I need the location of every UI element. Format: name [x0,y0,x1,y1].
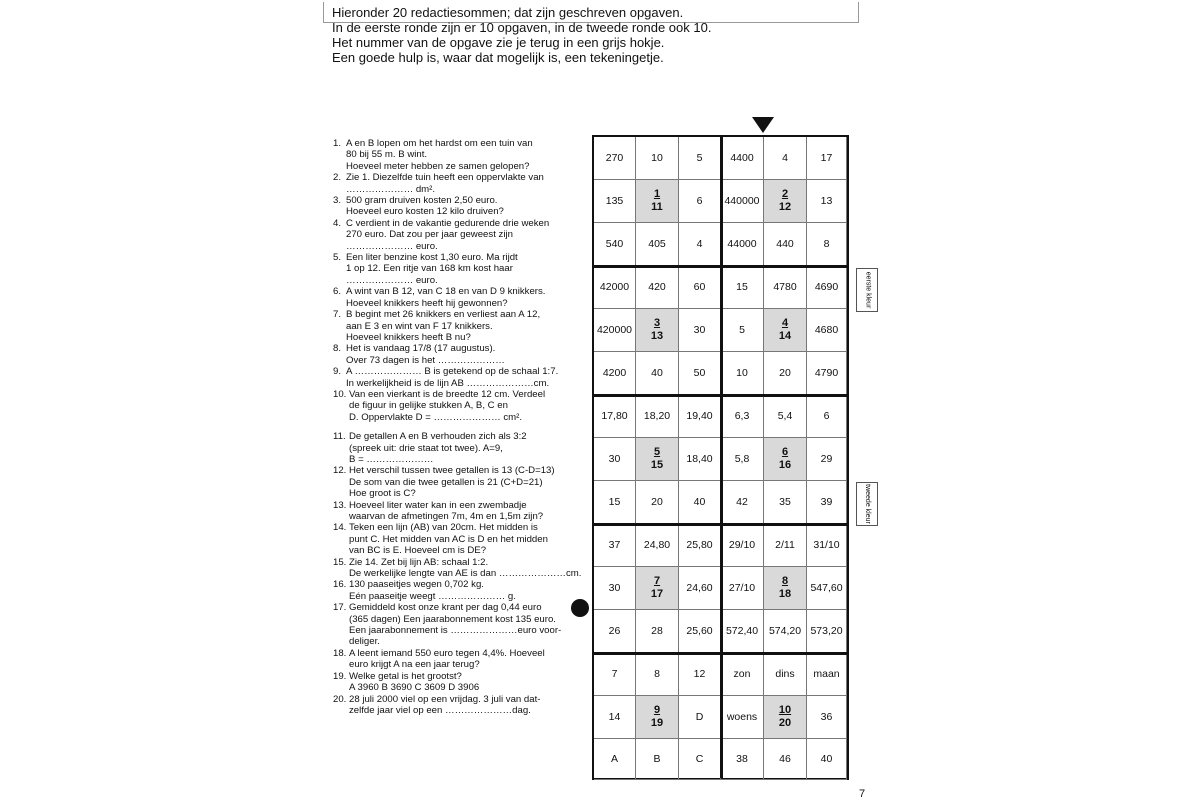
problem-item [333,556,582,580]
problem-text: In werkelijkheid is de lijn AB …………………cm. [346,377,550,389]
problem-number: 1. [333,138,342,149]
problem-number: 16. [333,579,347,591]
problem-text: de figuur in gelijke stukken A, B, C en [349,400,508,412]
problem-label-cell [764,180,807,223]
problem-text: B = ………………… [349,453,434,465]
answer-cell: 35 [764,481,807,524]
answer-cell: 4680 [807,309,847,352]
problem-text: Een jaarabonnement is …………………euro voor- [349,625,562,637]
intro-line: Het nummer van de opgave zie je terug in een grijs hokje. [332,35,665,50]
answer-cell: 420 [636,266,679,309]
answer-cell: 19,40 [679,395,721,438]
problem-text: Van een vierkant is de breedte 12 cm. Verdeel [349,388,546,400]
problem-number: 8. [333,343,342,355]
problem-text: Zie 14. Zet bij lijn AB: schaal 1:2. [349,556,489,568]
problem-text: Hoeveel euro kosten 12 kilo druiven? [346,206,504,218]
answer-cell: 5 [679,137,721,180]
problem-item [333,172,573,195]
answer-cell: 13 [807,180,847,223]
problem-text: Welke getal is het grootst? [349,670,462,682]
problem-number: 4. [333,217,342,229]
answer-cell: 39 [807,481,847,524]
answer-cell: 40 [636,352,679,395]
answer-cell: 8 [636,653,679,696]
problem-text: 80 bij 55 m. B wint. [346,149,428,161]
answer-cell: 12 [679,653,721,696]
answer-cell: 50 [679,352,721,395]
problem-label-cell [764,309,807,352]
problem-label-cell [636,696,679,739]
problem-item [333,218,573,252]
problem-list [333,138,582,716]
answer-cell: 18,20 [636,395,679,438]
problem-number: 12. [333,465,347,477]
answer-cell: 29 [807,438,847,481]
label-number: 19 [650,717,664,729]
label-number: 15 [650,459,664,471]
problem-label-cell [636,309,679,352]
problem-label-cell [636,438,679,481]
problem-text: Hoeveel knikkers heeft B nu? [346,331,471,343]
problem-text: (spreek uit: drie staat tot twee). A=9, [349,442,503,454]
problem-item [333,648,573,671]
problem-item [333,431,573,465]
side-tab-eerste-kleur: eerste kleur [856,268,878,312]
problem-number: 15. [333,556,347,568]
answer-cell: 20 [636,481,679,524]
problem-text: Het verschil tussen twee getallen is 13 (C-D=13) [349,465,555,477]
answer-cell: 4780 [764,266,807,309]
answer-cell: 30 [679,309,721,352]
answer-cell: 4400 [721,137,764,180]
answer-cell: 42 [721,481,764,524]
problem-text: 130 paaseitjes wegen 0,702 kg. [349,579,484,591]
problem-label-cell [636,180,679,223]
answer-cell: 38 [721,739,764,780]
answer-cell: 18,40 [679,438,721,481]
answer-cell: 40 [679,481,721,524]
problem-text: 270 euro. Dat zou per jaar geweest zijn [346,229,513,241]
answer-cell: 572,40 [721,610,764,653]
problem-text: C verdient in de vakantie gedurende drie weken [346,217,550,229]
problem-item [333,195,573,218]
label-number: 9 [653,704,661,716]
answer-cell: 44000 [721,223,764,266]
problem-number: 19. [333,670,347,682]
answer-cell: 574,20 [764,610,807,653]
problem-item [333,602,573,648]
problem-text: Over 73 dagen is het ………………… [346,354,505,366]
problem-number: 6. [333,286,342,298]
answer-cell: 28 [636,610,679,653]
problem-item [333,309,573,343]
problem-item [333,694,573,717]
answer-cell: 8 [807,223,847,266]
label-number: 14 [778,330,792,342]
answer-cell: 26 [594,610,636,653]
answer-cell: 42000 [594,266,636,309]
problem-text: 500 gram druiven kosten 2,50 euro. [346,195,498,207]
problem-text: Hoeveel knikkers heeft hij gewonnen? [346,297,508,309]
label-number: 6 [781,446,789,458]
answer-cell: 547,60 [807,567,847,610]
answer-cell: 60 [679,266,721,309]
circle-marker-icon [571,599,589,617]
problem-number: 7. [333,309,342,321]
problem-label-cell [764,567,807,610]
answer-cell: 6,3 [721,395,764,438]
answer-cell: zon [721,653,764,696]
problem-item [333,579,573,602]
problem-text: A en B lopen om het hardst om een tuin van [346,138,533,149]
answer-cell: 17,80 [594,395,636,438]
answer-cell: 2/11 [764,524,807,567]
problem-text: (365 dagen) Een jaarabonnement kost 135 euro. [349,613,556,625]
label-number: 3 [653,317,661,329]
intro-line: In de eerste ronde zijn er 10 opgaven, in de tweede ronde ook 10. [332,20,712,35]
problem-text: A ………………… B is getekend op de schaal 1:7. [346,366,559,378]
side-tab-tweede-kleur: tweede kleur [856,482,878,526]
answer-cell: dins [764,653,807,696]
label-number: 10 [778,704,792,716]
answer-cell: B [636,739,679,780]
problem-text: Gemiddeld kost onze krant per dag 0,44 euro [349,602,542,614]
problem-item [333,343,573,366]
answer-cell: 15 [721,266,764,309]
answer-cell: 46 [764,739,807,780]
problem-number: 2. [333,172,342,184]
problem-label-cell [764,696,807,739]
page-number: 7 [859,788,866,800]
answer-cell: 25,60 [679,610,721,653]
problem-number: 13. [333,499,347,511]
answer-cell: 7 [594,653,636,696]
answer-cell: 10 [721,352,764,395]
problem-text: Een liter benzine kost 1,30 euro. Ma rijdt [346,252,518,264]
label-number: 20 [778,717,792,729]
problem-text: waarvan de afmetingen 7m, 4m en 1,5m zijn? [349,511,544,522]
answer-cell: 405 [636,223,679,266]
problem-text: Hoe groot is C? [349,488,416,500]
problem-text: 28 juli 2000 viel op een vrijdag. 3 juli van dat- [349,693,541,705]
answer-cell: 440000 [721,180,764,223]
problem-text: aan E 3 en wint van F 17 knikkers. [346,320,493,332]
answer-grid [592,135,849,780]
answer-cell: 29/10 [721,524,764,567]
answer-cell: 15 [594,481,636,524]
intro-line: Een goede hulp is, waar dat mogelijk is, een tekeningetje. [332,50,664,65]
problem-text: ………………… euro. [346,240,438,252]
problem-item [333,138,573,172]
problem-number: 20. [333,693,347,705]
problem-text: punt C. Het midden van AC is D en het midden [349,533,548,545]
problem-item [333,522,573,556]
problem-text: De werkelijke lengte van AE is dan …………………cm. [349,568,582,580]
label-number: 4 [781,317,789,329]
problem-number: 11. [333,431,346,443]
problem-number: 17. [333,602,347,614]
problem-number: 3. [333,195,342,207]
problem-label-cell [764,438,807,481]
problem-item [333,389,573,423]
answer-cell: 4690 [807,266,847,309]
problem-text: ………………… euro. [346,274,438,286]
label-number: 5 [653,446,661,458]
answer-cell: 6 [807,395,847,438]
label-number: 8 [781,575,789,587]
answer-cell: 27/10 [721,567,764,610]
problem-item [333,465,573,499]
problem-text: A 3960 B 3690 C 3609 D 3906 [349,682,480,694]
answer-cell: 25,80 [679,524,721,567]
problem-text: Eén paaseitje weegt ………………… g. [349,590,516,602]
answer-cell: 17 [807,137,847,180]
label-number: 1 [653,188,661,200]
problem-text: Teken een lijn (AB) van 20cm. Het midden is [349,522,538,534]
label-number: 13 [650,330,664,342]
problem-text: De som van die twee getallen is 21 (C+D=21) [349,476,543,488]
problem-text: Hoeveel meter hebben ze samen gelopen? [346,160,530,172]
problem-text: A wint van B 12, van C 18 en van D 9 knikkers. [346,286,546,298]
answer-cell: 5 [721,309,764,352]
answer-cell: D [679,696,721,739]
answer-cell: 420000 [594,309,636,352]
problem-number: 18. [333,647,347,659]
problem-text: D. Oppervlakte D = ………………… cm². [349,411,522,423]
answer-cell: 31/10 [807,524,847,567]
problem-text: B begint met 26 knikkers en verliest aan A 12, [346,309,541,321]
answer-cell: 135 [594,180,636,223]
answer-cell: 14 [594,696,636,739]
label-number: 12 [778,201,792,213]
answer-cell: A [594,739,636,780]
problem-text: van BC is E. Hoeveel cm is DE? [349,545,487,557]
label-number: 18 [778,588,792,600]
answer-cell: 6 [679,180,721,223]
problem-number: 14. [333,522,347,534]
answer-cell: 40 [807,739,847,780]
answer-cell: 30 [594,438,636,481]
problem-item [333,500,573,523]
problem-label-cell [636,567,679,610]
answer-cell: 540 [594,223,636,266]
answer-cell: 5,4 [764,395,807,438]
problem-number: 5. [333,252,342,264]
intro-line: Hieronder 20 redactiesommen; dat zijn geschreven opgaven. [332,5,684,20]
arrow-down-icon [752,117,774,133]
answer-cell: 20 [764,352,807,395]
problem-item [333,366,573,389]
problem-item [333,286,573,309]
answer-cell: 10 [636,137,679,180]
answer-cell: 4790 [807,352,847,395]
answer-cell: 5,8 [721,438,764,481]
problem-text: Het is vandaag 17/8 (17 augustus). [346,343,496,355]
problem-text: Zie 1. Diezelfde tuin heeft een oppervlakte van [346,172,544,184]
answer-cell: 24,80 [636,524,679,567]
answer-cell: 4200 [594,352,636,395]
answer-cell: 440 [764,223,807,266]
label-number: 11 [651,201,663,213]
answer-cell: 24,60 [679,567,721,610]
label-number: 2 [781,188,789,200]
problem-text: deliger. [349,636,380,648]
column-divider [720,137,723,778]
problem-text: A leent iemand 550 euro tegen 4,4%. Hoeveel [349,647,545,659]
problem-text: ………………… dm². [346,183,436,195]
answer-cell: 270 [594,137,636,180]
problem-text: zelfde jaar viel op een …………………dag. [349,704,531,716]
problem-text: Hoeveel liter water kan in een zwembadje [349,499,527,511]
problem-text: De getallen A en B verhouden zich als 3:2 [349,431,527,443]
problem-item [333,252,573,286]
answer-cell: woens [721,696,764,739]
answer-cell: 36 [807,696,847,739]
answer-cell: 4 [679,223,721,266]
answer-cell: maan [807,653,847,696]
label-number: 17 [650,588,664,600]
answer-cell: 4 [764,137,807,180]
answer-cell: 30 [594,567,636,610]
answer-cell: C [679,739,721,780]
label-number: 7 [653,575,661,587]
label-number: 16 [778,459,792,471]
problem-number: 9. [333,366,342,378]
answer-cell: 573,20 [807,610,847,653]
problem-text: euro krijgt A na een jaar terug? [349,659,480,671]
problem-text: 1 op 12. Een ritje van 168 km kost haar [346,263,513,275]
problem-number: 10. [333,388,347,400]
answer-cell: 37 [594,524,636,567]
problem-item [333,671,573,694]
